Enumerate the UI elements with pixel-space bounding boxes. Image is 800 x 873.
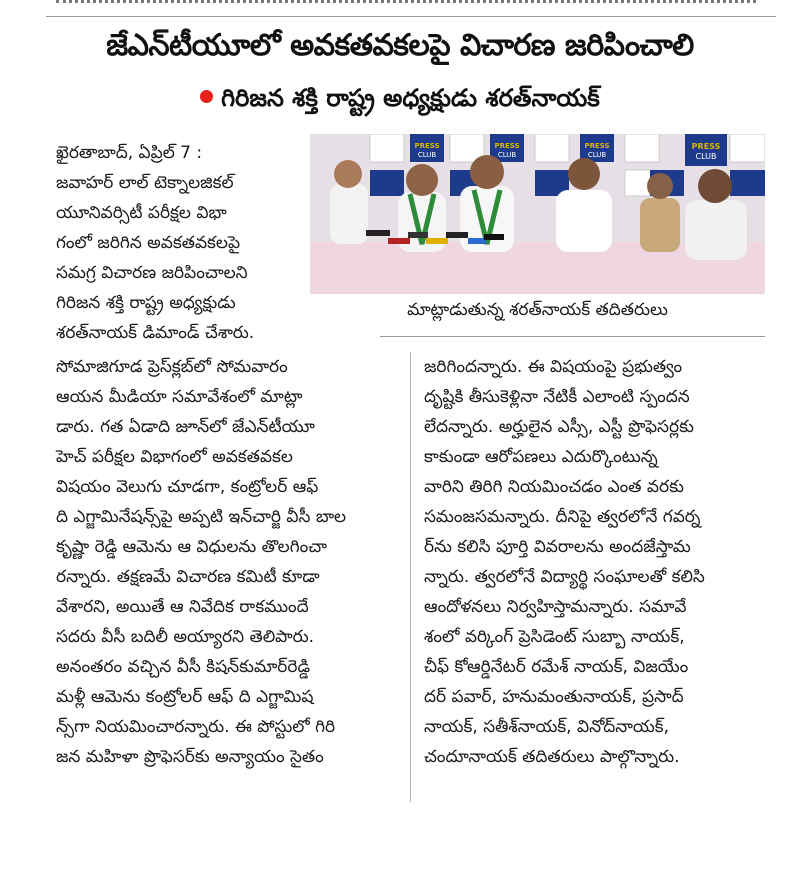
text-line: శంలో వర్కింగ్ ప్రెసిడెంట్ సుబ్బా నాయక్, bbox=[424, 627, 685, 647]
text-line: సోమాజిగూడ ప్రెస్‌క్లబ్‌లో సోమవారం bbox=[56, 357, 288, 377]
text-line: ర్‌ను కలిసి పూర్తి వివరాలను అందజేస్తామ bbox=[424, 537, 691, 557]
column-right bbox=[424, 352, 764, 772]
text-line: యూనివర్సిటీ పరీక్షల విభా bbox=[56, 203, 227, 223]
text-line: కృష్ణా రెడ్డి ఆమెను ఆ విధులను తొలగించా bbox=[56, 537, 327, 557]
column-divider bbox=[410, 352, 411, 802]
dateline: ఖైరతాబాద్, ఏప్రిల్ 7 : bbox=[56, 143, 203, 163]
text-line: ఆయన మీడియా సమావేశంలో మాట్లా bbox=[56, 387, 303, 407]
red-bullet-icon bbox=[200, 90, 213, 103]
text-line: న్స్‌గా నియమించారన్నారు. ఈ పోస్టులో గిరి bbox=[56, 717, 336, 737]
text-line: జరిగిందన్నారు. ఈ విషయంపై ప్రభుత్వం bbox=[424, 357, 683, 377]
text-line: విషయం వెలుగు చూడగా, కంట్రోలర్ ఆఫ్ bbox=[56, 477, 319, 497]
text-line: న్నారు. త్వరలోనే విద్యార్థి సంఘాలతో కలిసి bbox=[424, 567, 705, 587]
subheadline bbox=[20, 84, 780, 118]
text-line: డారు. గత ఏడాది జూన్‌లో జేఎన్‌టీయూ bbox=[56, 417, 315, 437]
svg-text:PRESS: PRESS bbox=[494, 142, 520, 150]
top-divider bbox=[46, 16, 776, 17]
text-line: సదరు వీసీ బదిలీ అయ్యారని తెలిపారు. bbox=[56, 627, 315, 647]
text-line: దృష్టికి తీసుకెళ్లినా నేటికీ ఎలాంటి స్పందన bbox=[424, 387, 690, 407]
svg-text:PRESS: PRESS bbox=[584, 142, 610, 150]
text-line: లేదన్నారు. అర్హులైన ఎస్సీ, ఎస్టీ ప్రొఫెసర్లకు bbox=[424, 417, 694, 437]
text-line: ఆందోళనలు నిర్వహిస్తామన్నారు. సమావే bbox=[424, 597, 687, 617]
text-line: సమగ్ర విచారణ జరిపించాలని bbox=[56, 263, 248, 283]
text-line: శరత్‌నాయక్ డిమాండ్ చేశారు. bbox=[56, 323, 255, 343]
photo-caption: మాట్లాడుతున్న శరత్‌నాయక్ తదితరులు bbox=[407, 300, 668, 320]
text-line: వేశారని, అయితే ఆ నివేదిక రాకముందే bbox=[56, 597, 309, 617]
svg-text:PRESS: PRESS bbox=[414, 142, 440, 150]
svg-text:CLUB: CLUB bbox=[695, 152, 717, 161]
text-line: గిరిజన శక్తి రాష్ట్ర అధ్యక్షుడు bbox=[56, 293, 236, 313]
press-conference-photo bbox=[310, 134, 765, 294]
text-line: జన మహిళా ప్రొఫెసర్‌కు అన్యాయం సైతం bbox=[56, 747, 324, 767]
text-line: కాకుండా ఆరోపణలు ఎదుర్కొంటున్న bbox=[424, 447, 658, 467]
text-line: ది ఎగ్జామినేషన్స్‌పై అప్పటి ఇన్‌చార్జి వీసీ బాల bbox=[56, 507, 347, 527]
text-line: గంలో జరిగిన అవకతవకలపై bbox=[56, 233, 241, 253]
text-line: మళ్లీ ఆమెను కంట్రోలర్ ఆఫ్ ది ఎగ్జామిష bbox=[56, 687, 314, 707]
column-intro bbox=[56, 138, 302, 348]
svg-text:CLUB: CLUB bbox=[417, 151, 437, 159]
column-left bbox=[56, 352, 396, 772]
svg-text:CLUB: CLUB bbox=[587, 151, 607, 159]
svg-text:PRESS: PRESS bbox=[691, 142, 721, 151]
text-line: సమంజసమన్నారు. దీనిపై త్వరలోనే గవర్న bbox=[424, 507, 701, 527]
text-line: చీఫ్ కోఆర్డినేటర్ రమేశ్ నాయక్, విజయేం bbox=[424, 657, 689, 677]
text-line: వారిని తిరిగి నియమించడం ఎంత వరకు bbox=[424, 477, 684, 497]
text-line: రన్నారు. తక్షణమే విచారణ కమిటీ కూడా bbox=[56, 567, 320, 587]
subheadline-text: గిరిజన శక్తి రాష్ట్ర అధ్యక్షుడు శరత్‌నాయక్ bbox=[221, 84, 600, 112]
text-line: అనంతరం వచ్చిన వీసీ కిషన్‌కుమార్‌రెడ్డి bbox=[56, 657, 311, 677]
text-line: నాయక్, సతీశ్‌నాయక్, వినోద్‌నాయక్, bbox=[424, 717, 670, 737]
text-line: హెచ్ పరీక్షల విభాగంలో అవకతవకల bbox=[56, 447, 293, 467]
clipped-previous-article bbox=[56, 0, 756, 6]
headline: జేఎన్‌టీయూలో అవకతవకలపై విచారణ జరిపించాలి bbox=[106, 28, 694, 63]
text-line: జవాహర్ లాల్ టెక్నాలజికల్ bbox=[56, 173, 234, 193]
text-line: దర్ పవార్, హనుమంతునాయక్, ప్రసాద్ bbox=[424, 687, 684, 707]
svg-text:CLUB: CLUB bbox=[497, 151, 517, 159]
caption-divider bbox=[380, 336, 765, 337]
text-line: చందూనాయక్ తదితరులు పాల్గొన్నారు. bbox=[424, 747, 680, 767]
